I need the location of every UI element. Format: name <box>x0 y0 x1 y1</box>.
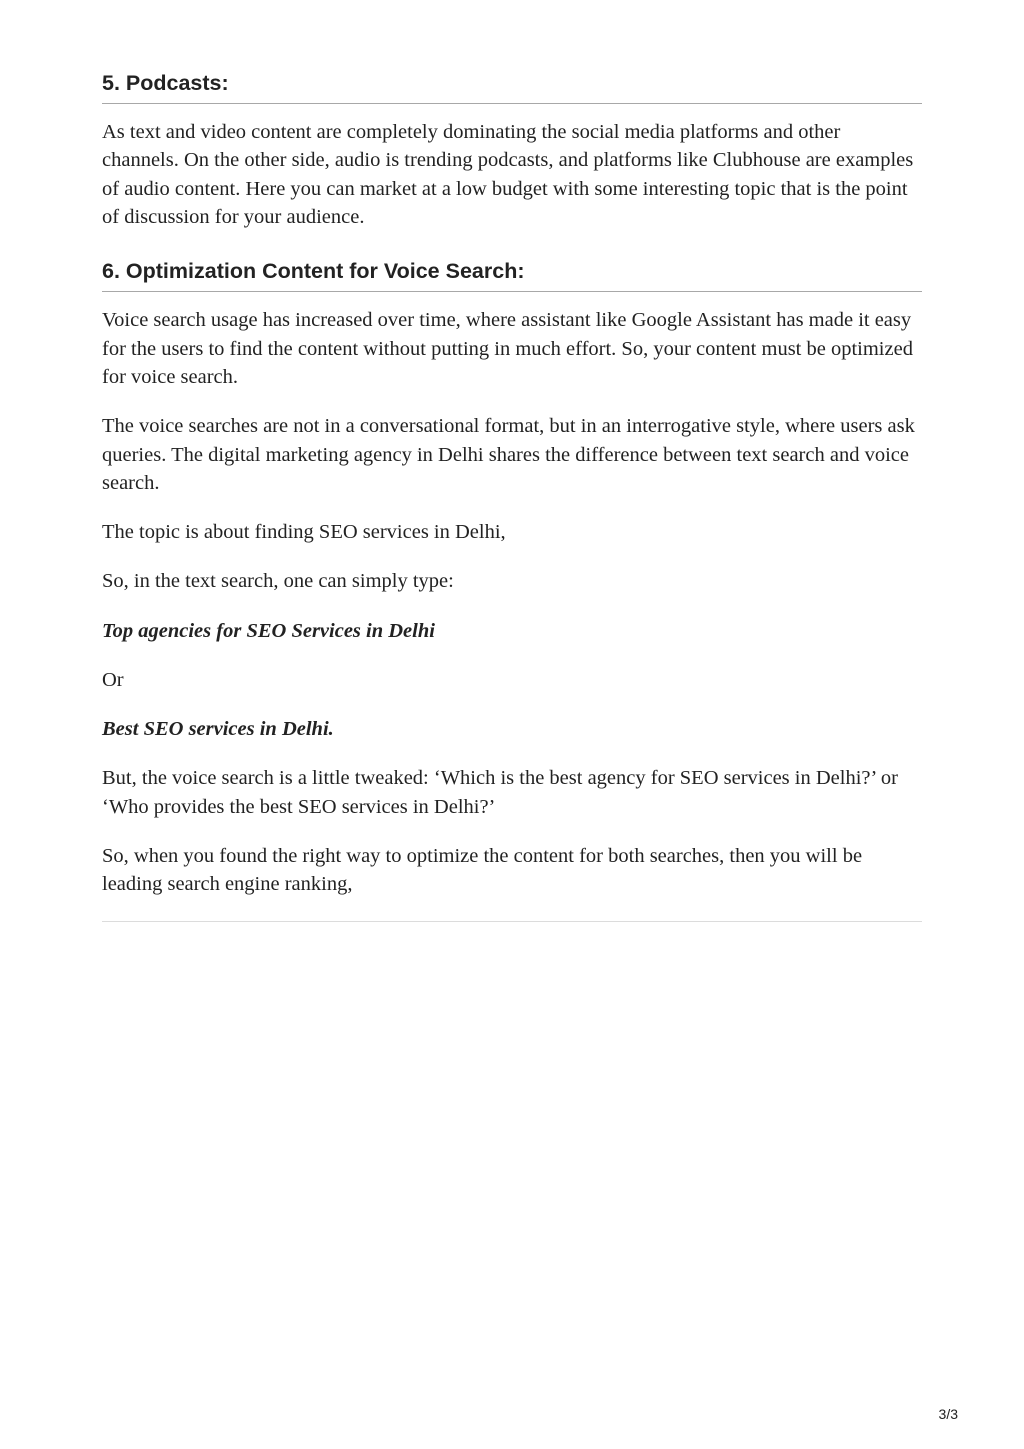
section-heading-podcasts: 5. Podcasts: <box>102 71 922 104</box>
end-divider <box>102 921 922 922</box>
example-query-top-agencies: Top agencies for SEO Services in Delhi <box>102 619 435 642</box>
section-heading-voice-search: 6. Optimization Content for Voice Search: <box>102 259 922 292</box>
paragraph-or: Or <box>102 668 124 691</box>
paragraph-podcasts: As text and video content are completely dominating the social media platforms and other channels. On the other side, audio is trending podcasts, and platforms like Clubhouse are examples of audio content. Here you can market at a low budget with some interesting topic that is the point of discussion for your audience. <box>102 120 914 229</box>
paragraph-voice-search-usage: Voice search usage has increased over time, where assistant like Google Assistant has made it easy for the users to find the content without putting in much effort. So, your content must be optimized for voice search. <box>102 309 913 389</box>
example-query-best-seo: Best SEO services in Delhi. <box>102 718 334 741</box>
paragraph-conclusion: So, when you found the right way to optimize the content for both searches, then you will be leading search engine ranking, <box>102 844 863 896</box>
paragraph-interrogative-style: The voice searches are not in a conversational format, but in an interrogative style, where users ask queries. The digital marketing agency in Delhi shares the difference between text search and voice search. <box>102 415 915 495</box>
paragraph-voice-tweaked: But, the voice search is a little tweaked: ‘Which is the best agency for SEO services in Delhi?’ or ‘Who provides the best SEO services in Delhi?’ <box>102 767 899 818</box>
document-page <box>102 0 922 930</box>
paragraph-text-search-intro: So, in the text search, one can simply type: <box>102 570 454 593</box>
page-number: 3/3 <box>938 1406 958 1422</box>
paragraph-topic: The topic is about finding SEO services in Delhi, <box>102 521 506 544</box>
